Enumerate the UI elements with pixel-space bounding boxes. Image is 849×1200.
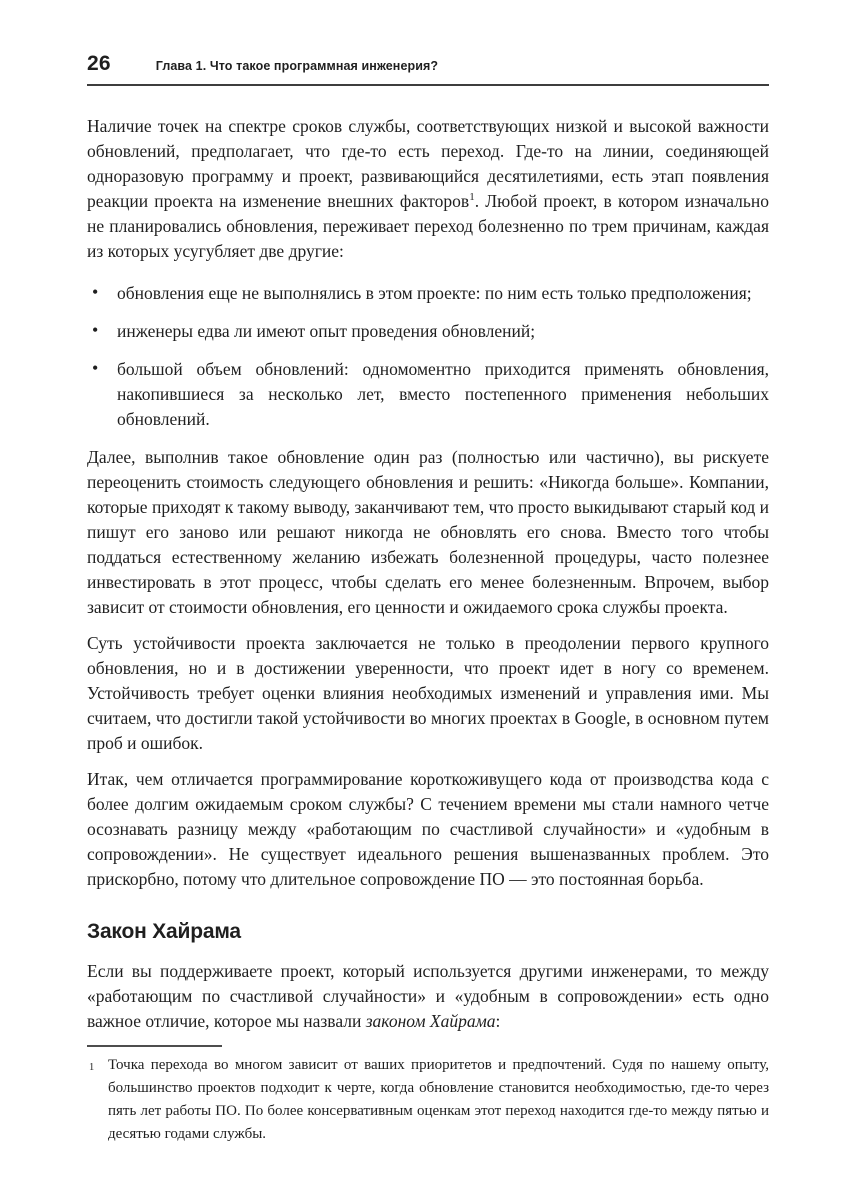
paragraph-sustainability: Суть устойчивости проекта заключается не только в преодолении первого крупного обновления, но и в достижении уверенности, что проект идет в ногу со временем. Устойчивость требует оценки влияния необходимых изменений и управления ими. Мы считаем, что достигли такой устойчивости во многих проектах в Google, в основном путем проб и ошибок. xyxy=(87,633,769,753)
list-item: • большой объем обновлений: одномоментно приходится применять обновления, накопившиеся за несколько лет, вместо постепенного применения небольших обновлений. xyxy=(87,357,769,432)
paragraph-text: : xyxy=(495,1011,501,1031)
paragraph-hyrums-law-intro xyxy=(87,959,769,1034)
paragraph-transition-point xyxy=(87,114,769,264)
page-number: 26 xyxy=(87,52,111,75)
paragraph-upgrade-cost: Далее, выполнив такое обновление один раз (полностью или частично), вы рискуете переоценить стоимость следующего обновления и решить: «Никогда больше». Компании, которые приходят к такому выводу, заканчивают тем, что просто выкидывают старый код и пишут его заново или решают никогда не обновлять его снова. Вместо того чтобы поддаться естественному желанию избежать болезненной процедуры, часто полезнее инвестировать в этот процесс, чтобы сделать его менее болезненным. Впрочем, выбор зависит от стоимости обновления, его ценности и ожидаемого срока службы проекта. xyxy=(87,447,769,617)
section-heading-hyrums-law: Закон Хайрама xyxy=(87,920,241,943)
footnote-area xyxy=(87,1045,769,1146)
reasons-bullet-list xyxy=(87,281,769,432)
footnote-text: Точка перехода во многом зависит от ваших приоритетов и предпочтений. Судя по нашему опыту, большинство проектов подходит к черте, когда обновление становится необходимостью, где-то через пять лет работы ПО. По более консервативным оценкам этот переход находится где-то между пятью и десятью годами службы. xyxy=(108,1057,769,1142)
page-body xyxy=(87,114,769,1045)
footnote xyxy=(87,1054,769,1146)
emphasized-term: законом Хайрама xyxy=(365,1011,496,1031)
paragraph-text: Наличие точек на спектре сроков службы, соответствующих низкой и высокой важности обновлений, предполагает, что где-то есть переход. Где-то на линии, соединяющей одноразовую программу и проект, развивающийся десятилетиями, есть этап появления реакции проекта на изменение внешних факторов xyxy=(87,116,769,211)
footnote-reference: 1 xyxy=(469,191,475,204)
list-item: • обновления еще не выполнялись в этом проекте: по ним есть только предположения; xyxy=(87,281,769,306)
paragraph-text: Если вы поддерживаете проект, который используется другими инженерами, то между «работающим по счастливой случайности» и «удобным в сопровождении» есть одно важное отличие, которое мы назвали xyxy=(87,961,769,1031)
running-title: Глава 1. Что такое программная инженерия? xyxy=(155,59,439,73)
paragraph-maintainable-vs-lucky: Итак, чем отличается программирование короткоживущего кода от производства кода с более долгим ожидаемым сроком службы? С течением времени мы стали намного четче осознавать разницу между «работающим по счастливой случайности» и «удобным в сопровождении». Не существует идеального решения вышеназванных проблем. Это прискорбно, потому что длительное сопровождение ПО — это постоянная борьба. xyxy=(87,769,769,889)
list-item: • инженеры едва ли имеют опыт проведения обновлений; xyxy=(87,319,769,344)
footnote-separator xyxy=(87,1045,222,1047)
footnote-marker: 1 xyxy=(89,1062,95,1073)
running-head xyxy=(87,52,769,86)
paragraph-text: . Любой проект, в котором изначально не планировались обновления, переживает переход болезненно по трем причинам, каждая из которых усугубляет две другие: xyxy=(87,191,769,261)
